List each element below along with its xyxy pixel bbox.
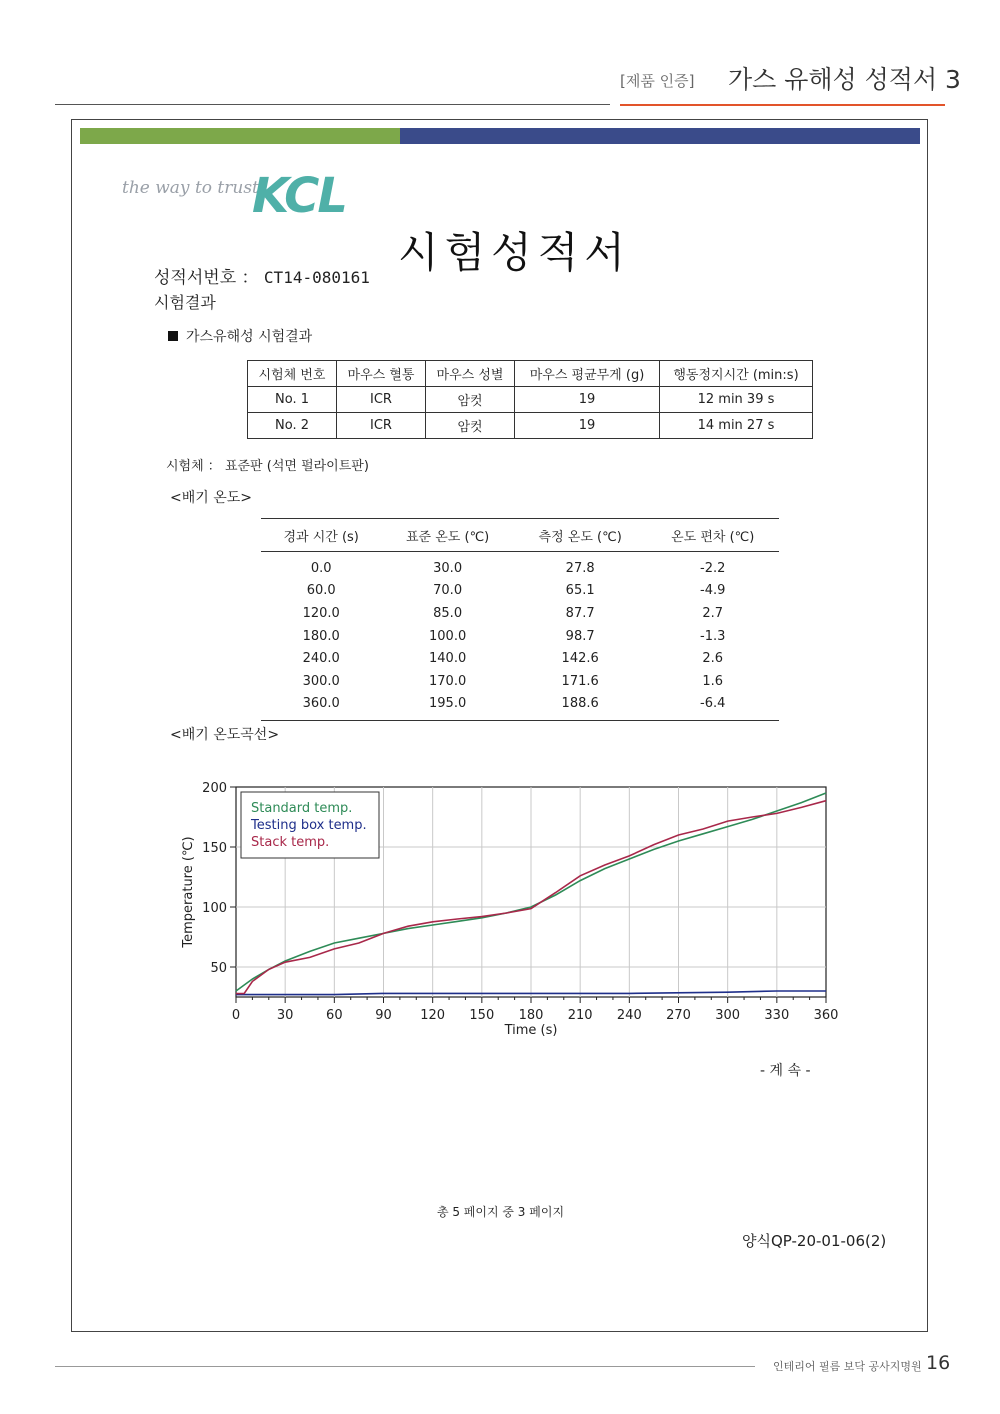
header-rule-right <box>620 104 945 106</box>
x-tick-label: 30 <box>276 1008 294 1023</box>
table-cell: 87.7 <box>565 605 595 621</box>
header-category: [제품 인증] <box>620 72 695 90</box>
table-row <box>261 693 779 721</box>
x-tick-label: 180 <box>518 1008 544 1023</box>
table-header-cell: 마우스 성별 <box>426 361 515 387</box>
table-cell: 27.8 <box>565 560 595 576</box>
legend-entry: Testing box temp. <box>251 818 367 833</box>
table-header-cell: 온도 편차 (℃) <box>646 519 779 552</box>
table-cell: 19 <box>515 413 660 439</box>
table-cell: No. 2 <box>248 413 337 439</box>
legend-entry: Stack temp. <box>251 835 330 850</box>
table-header-cell: 마우스 평균무게 (g) <box>515 361 660 387</box>
x-axis-label: Time (s) <box>504 1023 558 1038</box>
x-tick-label: 240 <box>616 1008 642 1023</box>
table-cell: 70.0 <box>433 583 463 599</box>
x-tick-label: 270 <box>666 1008 691 1023</box>
x-tick-label: 210 <box>567 1008 593 1023</box>
table-cell: 85.0 <box>433 605 463 621</box>
table-cell: 140.0 <box>429 651 467 667</box>
table-cell: 142.6 <box>561 651 599 667</box>
table-cell: 2.7 <box>702 605 724 621</box>
table-cell: 98.7 <box>565 628 595 644</box>
table-cell: 195.0 <box>381 693 514 721</box>
table-row <box>261 602 779 625</box>
square-bullet-icon <box>168 331 178 341</box>
table-row <box>261 580 779 603</box>
table-header-cell: 표준 온도 (℃) <box>381 519 514 552</box>
x-tick-label: 330 <box>764 1008 790 1023</box>
table-cell: 2.6 <box>702 651 724 667</box>
table-cell: -2.2 <box>700 560 726 576</box>
section-label: 가스유해성 시험결과 <box>186 329 313 345</box>
table-cell: 0.0 <box>310 560 332 576</box>
table-row <box>261 625 779 648</box>
table-cell: 암컷 <box>426 413 515 439</box>
certificate-number: CT14-080161 <box>263 268 370 287</box>
kcl-logo: KCL <box>252 168 346 224</box>
header-rule-left <box>55 104 610 105</box>
certificate-number-line <box>154 263 370 288</box>
section-gas-toxicity <box>168 326 312 346</box>
exhaust-curve-heading: <배기 온도곡선> <box>170 727 280 743</box>
mouse-test-table <box>247 360 813 439</box>
table-cell: 360.0 <box>261 693 381 721</box>
table-cell: 188.6 <box>514 693 647 721</box>
table-cell: ICR <box>337 413 426 439</box>
x-tick-label: 60 <box>326 1008 343 1023</box>
table-header-cell: 행동정지시간 (min:s) <box>660 361 813 387</box>
table-row <box>248 413 813 439</box>
x-tick-label: 150 <box>469 1008 495 1023</box>
table-row <box>248 387 813 413</box>
table-cell: 30.0 <box>433 560 463 576</box>
x-tick-label: 90 <box>375 1008 392 1023</box>
table-cell: 300.0 <box>302 673 340 689</box>
table-header-cell: 시험체 번호 <box>248 361 337 387</box>
table-cell: 12 min 39 s <box>660 387 813 413</box>
exhaust-temp-table <box>261 518 779 721</box>
table-cell: -6.4 <box>646 693 779 721</box>
table-cell: -4.9 <box>700 583 726 599</box>
certificate-label: 성적서번호 ： <box>154 268 259 288</box>
table-cell: 19 <box>515 387 660 413</box>
table-header-cell: 경과 시간 (s) <box>261 519 381 552</box>
x-tick-label: 120 <box>420 1008 446 1023</box>
table-cell: ICR <box>337 387 426 413</box>
document-scan <box>71 119 928 1332</box>
exhaust-temp-heading: <배기 온도> <box>170 490 253 506</box>
table-cell: 170.0 <box>429 673 467 689</box>
legend-entry: Standard temp. <box>251 801 353 816</box>
x-tick-label: 0 <box>231 1008 241 1023</box>
table-header-row <box>261 519 779 552</box>
table-cell: 240.0 <box>302 651 340 667</box>
table-cell: No. 1 <box>248 387 337 413</box>
table-cell: 암컷 <box>426 387 515 413</box>
footer-title: 인테리어 필름 보닥 공사지명원 <box>773 1360 922 1373</box>
table-header-cell: 측정 온도 (℃) <box>514 519 647 552</box>
table-header-row <box>248 361 813 387</box>
table-row <box>261 552 779 580</box>
table-row <box>261 670 779 693</box>
footer-rule <box>55 1366 755 1367</box>
y-tick-label: 150 <box>202 841 227 856</box>
table-cell: 180.0 <box>302 628 340 644</box>
table-cell: 65.1 <box>565 583 595 599</box>
table-header-cell: 마우스 혈통 <box>337 361 426 387</box>
table-cell: -1.3 <box>700 628 726 644</box>
table-row <box>261 647 779 670</box>
logo-tagline: the way to trust <box>122 178 259 198</box>
y-tick-label: 200 <box>202 781 227 796</box>
x-tick-label: 300 <box>715 1008 741 1023</box>
continued-mark: - 계 속 - <box>760 1063 811 1079</box>
y-tick-label: 50 <box>210 961 227 976</box>
table-cell: 14 min 27 s <box>660 413 813 439</box>
header-title: 가스 유해성 성적서 3 <box>728 65 961 94</box>
result-label: 시험결과 <box>154 293 216 312</box>
table-cell: 60.0 <box>306 583 336 599</box>
page-number: 16 <box>926 1352 951 1374</box>
form-code: 양식QP-20-01-06(2) <box>742 1232 887 1250</box>
sample-description: 시험체 ： 표준판 (석면 펄라이트판) <box>166 459 369 474</box>
table-cell: 1.6 <box>702 673 724 689</box>
y-axis-label: Temperature (℃) <box>181 836 196 948</box>
table-cell: 120.0 <box>302 605 340 621</box>
y-tick-label: 100 <box>202 901 227 916</box>
table-cell: 171.6 <box>561 673 599 689</box>
exhaust-temp-chart <box>172 770 842 1050</box>
x-tick-label: 360 <box>813 1008 839 1023</box>
page-count: 총 5 페이지 중 3 페이지 <box>436 1205 565 1219</box>
table-cell: 100.0 <box>429 628 467 644</box>
document-title: 시험성적서 <box>398 228 631 277</box>
top-color-bar <box>80 128 920 144</box>
